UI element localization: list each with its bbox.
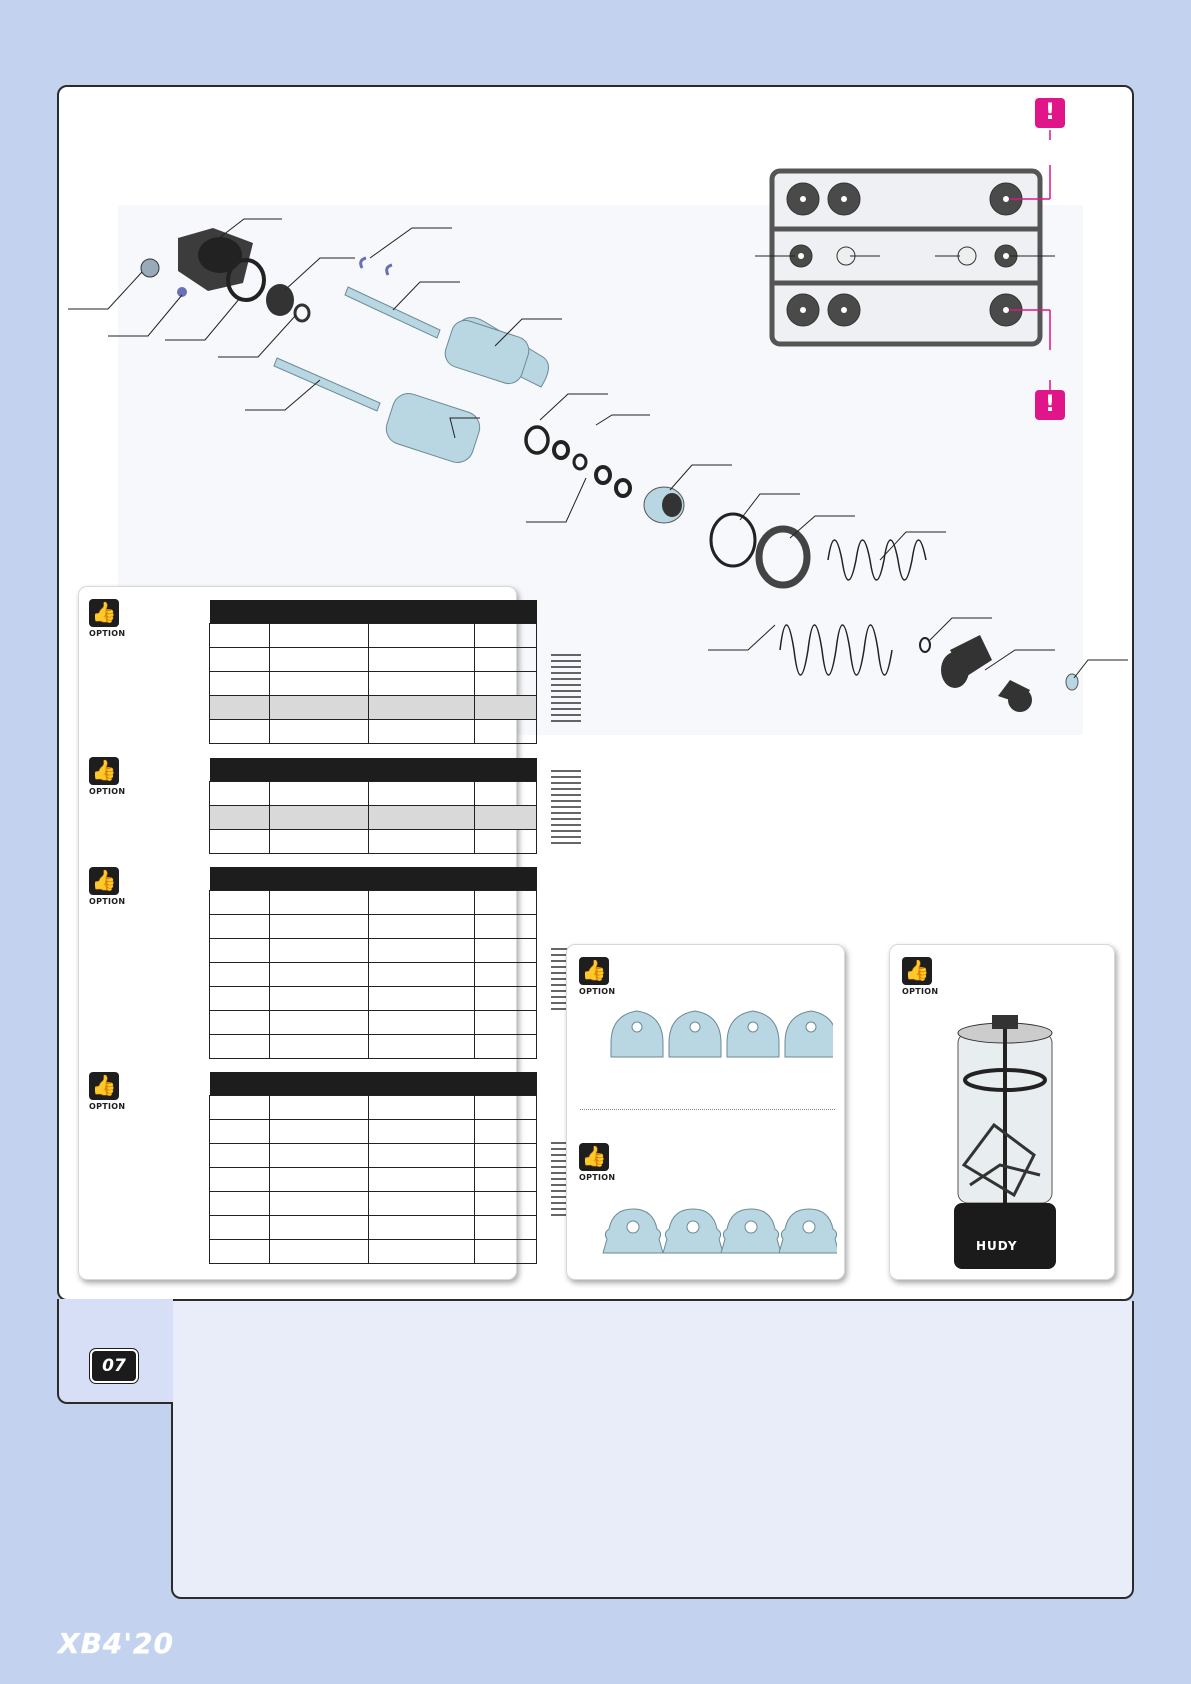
- spring-options-card: [78, 586, 517, 1280]
- option-label: OPTION: [579, 1173, 616, 1182]
- shock-cap-set-2: [597, 1203, 837, 1263]
- option-icon: [89, 757, 125, 799]
- option-label: OPTION: [89, 629, 126, 638]
- table-row: [210, 1034, 537, 1058]
- table-row: [210, 1095, 537, 1119]
- table-row: [210, 890, 537, 914]
- table-row: [210, 671, 537, 695]
- thumbs-up-icon: 👍: [902, 957, 932, 985]
- table-row: [210, 986, 537, 1010]
- hudy-tool-option-card: [889, 944, 1115, 1280]
- spring-table-4: [209, 1072, 537, 1264]
- spring-table-2: [209, 758, 537, 854]
- option-icon: [579, 1143, 615, 1185]
- table-row: [210, 1010, 537, 1034]
- table-row: [210, 1119, 537, 1143]
- spring-table-1: [209, 600, 537, 744]
- option-label: OPTION: [902, 987, 939, 996]
- table-row: [210, 1191, 537, 1215]
- table-row: [210, 805, 537, 829]
- table-row: [210, 914, 537, 938]
- warning-icon-bottom: !: [1035, 390, 1065, 420]
- table-row: [210, 695, 537, 719]
- table-row: [210, 647, 537, 671]
- hudy-shock-stand: [950, 1015, 1060, 1275]
- table-row: [210, 962, 537, 986]
- card-divider: [580, 1109, 835, 1110]
- thumbs-up-icon: 👍: [579, 1143, 609, 1171]
- table-row: [210, 938, 537, 962]
- shock-caps-option-card: [566, 944, 845, 1280]
- instruction-panel: [171, 1301, 1134, 1599]
- table-row: [210, 1143, 537, 1167]
- table-row: [210, 1215, 537, 1239]
- option-label: OPTION: [89, 787, 126, 796]
- spring-table-3: [209, 867, 537, 1059]
- thumbs-up-icon: 👍: [89, 599, 119, 627]
- thumbs-up-icon: 👍: [89, 757, 119, 785]
- spring-icon: [547, 767, 585, 851]
- option-icon: [89, 599, 125, 641]
- option-icon: [902, 957, 938, 999]
- thumbs-up-icon: 👍: [89, 1072, 119, 1100]
- table-row: [210, 719, 537, 743]
- option-label: OPTION: [579, 987, 616, 996]
- option-label: OPTION: [89, 897, 126, 906]
- table-row: [210, 623, 537, 647]
- option-icon: [89, 867, 125, 909]
- thumbs-up-icon: 👍: [579, 957, 609, 985]
- hudy-brand-label: HUDY: [976, 1239, 1018, 1253]
- table-row: [210, 829, 537, 853]
- option-label: OPTION: [89, 1102, 126, 1111]
- option-icon: [579, 957, 615, 999]
- table-row: [210, 781, 537, 805]
- step-number-badge: 07: [90, 1349, 138, 1383]
- shock-cap-set-1: [603, 1005, 833, 1065]
- thumbs-up-icon: 👍: [89, 867, 119, 895]
- warning-icon-top: !: [1035, 98, 1065, 128]
- option-icon: [89, 1072, 125, 1114]
- xb4-logo: XB4'20: [58, 1627, 174, 1660]
- table-row: [210, 1239, 537, 1263]
- table-row: [210, 1167, 537, 1191]
- spring-icon: [547, 651, 585, 725]
